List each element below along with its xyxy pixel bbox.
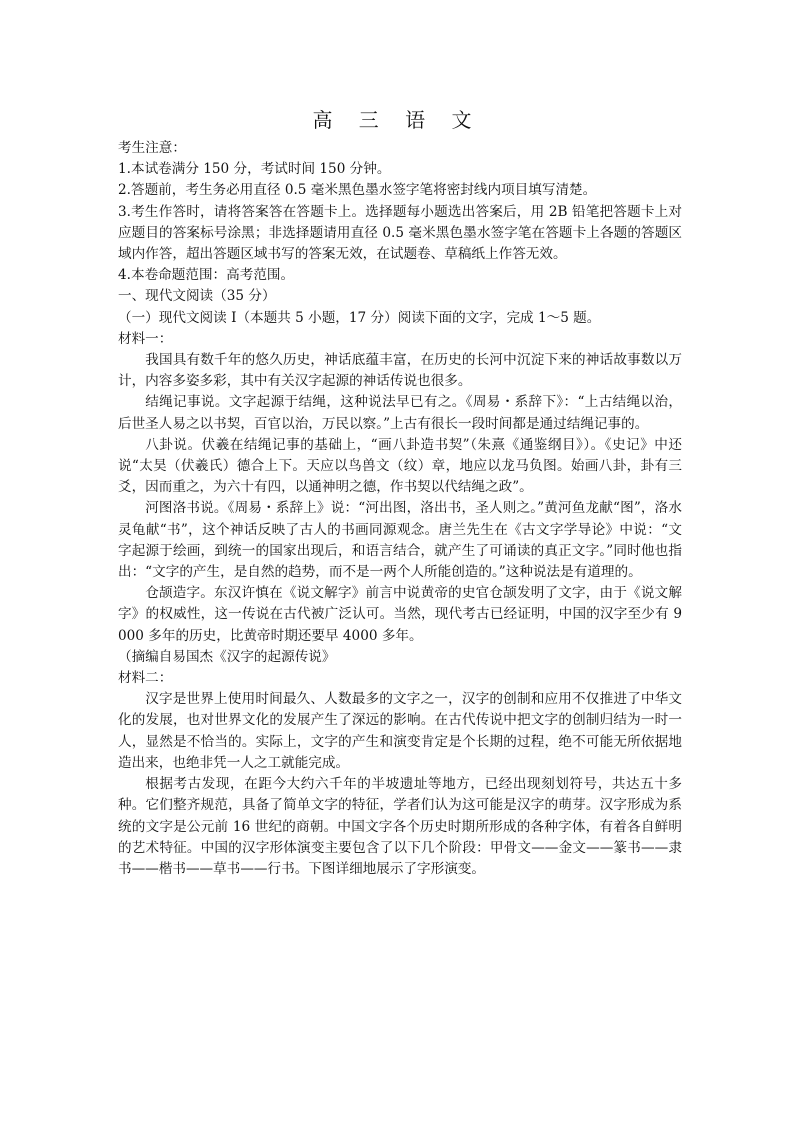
- material-one-paragraph: 结绳记事说。文字起源于结绳，这种说法早已有之。《周易・系辞下》：“上古结绳以治，后世圣人易之以书契，百官以治，万民以察。”上古有很长一段时间都是通过结绳记事的。: [118, 394, 682, 432]
- page-title: 高 三 语 文: [312, 108, 482, 132]
- material-two-paragraph: 根据考古发现，在距今大约六千年的半坡遗址等地方，已经出现刻划符号，共达五十多种。它们整齐规范，具备了简单文字的特征，学者们认为这可能是汉字的萌芽。汉字形成为系统的文字是公元前 16 世纪的商朝。中国文字各个历史时期所形成的各种字体，有着各自鲜明的艺术特征。中国的汉字形体演变主要包含了以下几个阶段：甲骨文——金文——篆书——隶书——楷书——草书——行书。下图详细地展示了字形演变。: [118, 776, 682, 877]
- exam-content: [118, 138, 682, 880]
- material-one-paragraph: 仓颉造字。东汉许慎在《说文解字》前言中说黄帝的史官仓颉发明了文字，由于《说文解字》的权威性，这一传说在古代被广泛认可。当然，现代考古已经证明，中国的汉字至少有 9000 多年的历史，比黄帝时期还要早 4000 多年。: [118, 585, 682, 644]
- material-two-paragraph: 汉字是世界上使用时间最久、人数最多的文字之一，汉字的创制和应用不仅推进了中华文化的发展，也对世界文化的发展产生了深远的影响。在古代传说中把文字的创制归结为一时一人，显然是不恰当的。实际上，文字的产生和演变肯定是个长期的过程，绝不可能无所依据地造出来，也绝非凭一人之工就能完成。: [118, 691, 682, 771]
- material-one-label: 材料一：: [118, 330, 173, 347]
- notice-item: 3.考生作答时，请将答案答在答题卡上。选择题每小题选出答案后，用 2B 铅笔把答题卡上对应题目的答案标号涂黑；非选择题请用直径 0.5 毫米黑色墨水签字笔在答题卡上各题的答题区域内作答，超出答题区域书写的答案无效，在试题卷、草稿纸上作答无效。: [118, 203, 682, 263]
- material-one-paragraph: 我国具有数千年的悠久历史，神话底蕴丰富，在历史的长河中沉淀下来的神话故事数以万计，内容多姿多彩，其中有关汉字起源的神话传说也很多。: [118, 352, 682, 390]
- notice-item: 2.答题前，考生务必用直径 0.5 毫米黑色墨水签字笔将密封线内项目填写清楚。: [118, 182, 597, 199]
- material-two-label: 材料二：: [118, 670, 173, 687]
- material-one-paragraph: 河图洛书说。《周易・系辞上》说：“河出图，洛出书，圣人则之。”黄河鱼龙献“图”，洛水灵龟献“书”，这个神话反映了古人的书画同源观念。唐兰先生在《古文字学导论》中说：“文字起源于绘画，到统一的国家出现后，和语言结合，就产生了可诵读的真正文字。”同时他也指出：“文字的产生，是自然的趋势，而不是一两个人所能创造的。”这种说法是有道理的。: [118, 500, 682, 581]
- notice-heading: 考生注意：: [118, 140, 186, 156]
- material-one-source: （摘编自易国杰《汉字的起源传说》: [118, 648, 336, 665]
- subsection-heading: （一）现代文阅读 I（本题共 5 小题，17 分）阅读下面的文字，完成 1～5 题。: [118, 309, 601, 326]
- section-heading: 一、现代文阅读（35 分）: [118, 288, 276, 305]
- notice-item: 1.本试卷满分 150 分，考试时间 150 分钟。: [118, 161, 391, 178]
- material-one-paragraph: 八卦说。伏羲在结绳记事的基础上，“画八卦造书契”（朱熹《通鉴纲目》）。《史记》中还说“太昊（伏羲氏）德合上下。天应以鸟兽文（纹）章，地应以龙马负图。始画八卦，卦有三爻，因而重之，为六十有四，以通神明之德，作书契以代结绳之政”。: [118, 436, 682, 496]
- notice-item: 4.本卷命题范围：高考范围。: [118, 267, 295, 284]
